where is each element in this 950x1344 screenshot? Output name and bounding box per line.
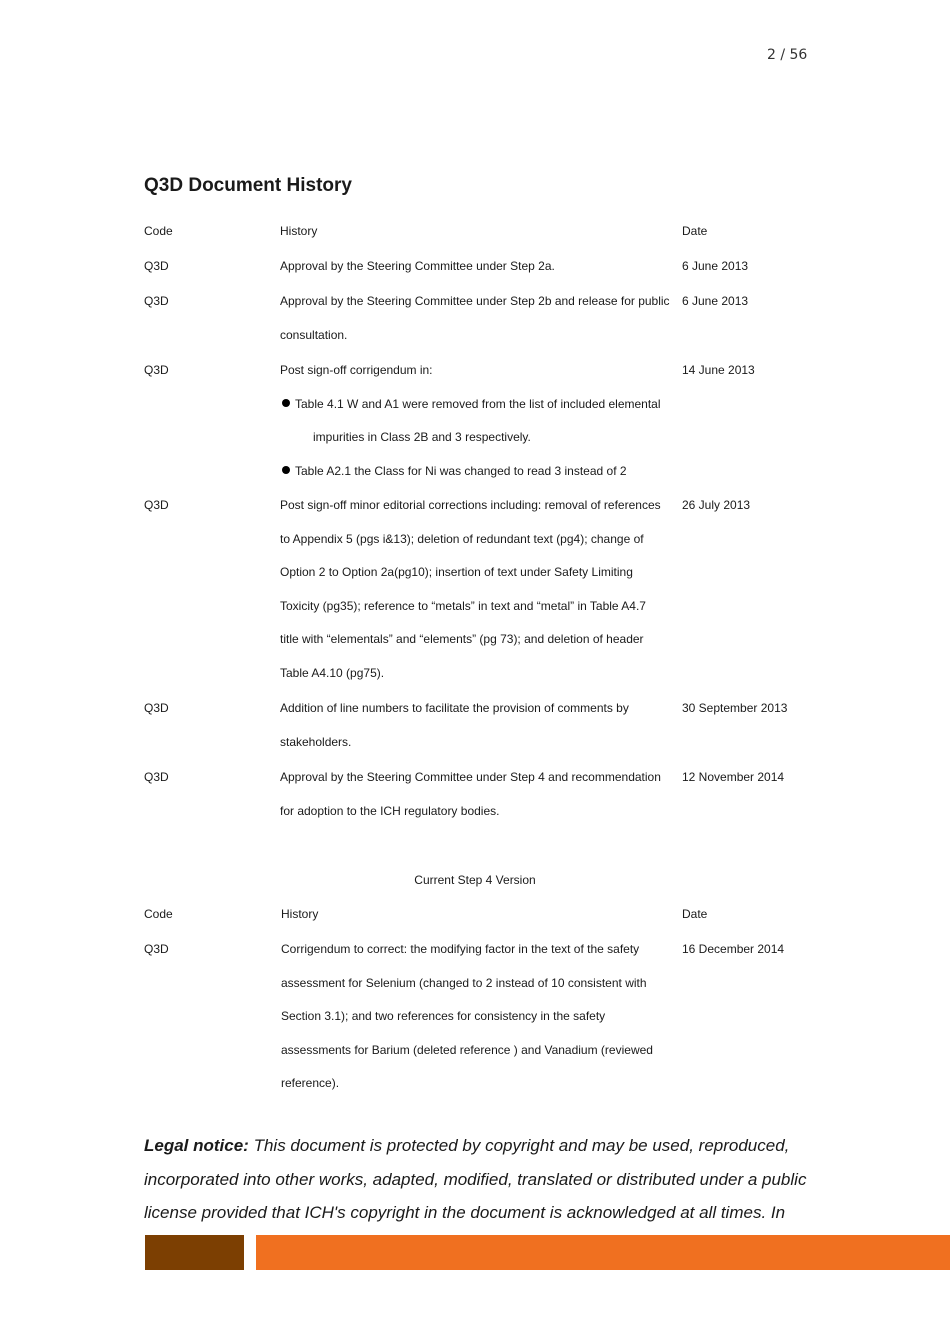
bullet-text: Table 4.1 W and A1 were removed from the list of included elemental [295,396,661,411]
history-line: Post sign-off minor editorial corrections including: removal of references [280,498,661,512]
row-code: Q3D [144,294,169,308]
row-date: 30 September 2013 [682,701,788,715]
history-line: Approval by the Steering Committee under Step 4 and recommendation [280,770,661,784]
table-header-history: History [280,224,318,238]
history-line: Corrigendum to correct: the modifying factor in the text of the safety [281,942,640,956]
row-history [280,692,629,759]
history-line: Post sign-off corrigendum in: [280,363,433,377]
row-date: 6 June 2013 [682,259,749,273]
bullet-icon [282,466,290,474]
history-line: Section 3.1); and two references for consistency in the safety [281,1009,606,1023]
history-line: Toxicity (pg35); reference to “metals” in text and “metal” in Table A4.7 [280,598,646,613]
history-line: Approval by the Steering Committee under Step 2a. [280,259,555,273]
history-line: assessment for Selenium (changed to 2 instead of 10 consistent with [281,975,647,990]
footer-bar-brown [145,1235,244,1270]
legal-notice [144,1129,824,1230]
table-header-history: History [281,907,319,921]
page-number: 2 / 56 [767,47,808,63]
table-header-code: Code [144,224,173,238]
table-header-code: Code [144,907,173,921]
history-line: stakeholders. [280,734,352,749]
history-line: reference). [281,1076,340,1090]
table-header-date: Date [682,907,708,921]
bullet-icon [282,399,290,407]
legal-lead: Legal notice: [144,1136,249,1155]
history-line: Option 2 to Option 2a(pg10); insertion of text under Safety Limiting [280,565,633,579]
table-header-date: Date [682,224,708,238]
row-code: Q3D [144,498,169,512]
legal-line: incorporated into other works, adapted, modified, translated or distributed under a public [144,1169,807,1189]
page-title: Q3D Document History [144,175,352,196]
bullet-continuation: impurities in Class 2B and 3 respectively. [313,430,531,444]
history-line: Addition of line numbers to facilitate the provision of comments by [280,701,629,715]
history-line: to Appendix 5 (pgs i&13); deletion of redundant text (pg4); change of [280,531,644,546]
bullet-item [280,388,661,422]
row-date: 26 July 2013 [682,498,751,512]
legal-line: license provided that ICH's copyright in the document is acknowledged at all times. In [144,1203,786,1222]
row-date: 6 June 2013 [682,294,749,308]
row-date: 16 December 2014 [682,942,785,956]
row-history [281,933,653,1101]
row-code: Q3D [144,701,169,715]
row-code: Q3D [144,942,169,956]
bullet-text: Table A2.1 the Class for Ni was changed to read 3 instead of 2 [295,463,627,478]
row-code: Q3D [144,770,169,784]
history-line: title with “elementals” and “elements” (pg 73); and deletion of header [280,632,644,646]
history-line: assessments for Barium (deleted reference ) and Vanadium (reviewed [281,1042,653,1057]
history-line: Table A4.10 (pg75). [280,665,385,680]
section-caption: Current Step 4 Version [414,873,536,887]
history-line: consultation. [280,327,348,342]
row-history [280,285,670,352]
row-date: 14 June 2013 [682,363,755,377]
row-history [280,761,661,828]
row-history [280,250,555,284]
row-history [280,354,661,488]
history-line: Approval by the Steering Committee under Step 2b and release for public [280,294,670,308]
legal-line: This document is protected by copyright and may be used, reproduced, [248,1136,790,1155]
row-code: Q3D [144,363,169,377]
row-date: 12 November 2014 [682,770,785,784]
footer-bar-orange [256,1235,950,1270]
row-code: Q3D [144,259,169,273]
bullet-item [280,455,661,489]
history-line: for adoption to the ICH regulatory bodies. [280,803,500,818]
row-history [280,489,661,690]
